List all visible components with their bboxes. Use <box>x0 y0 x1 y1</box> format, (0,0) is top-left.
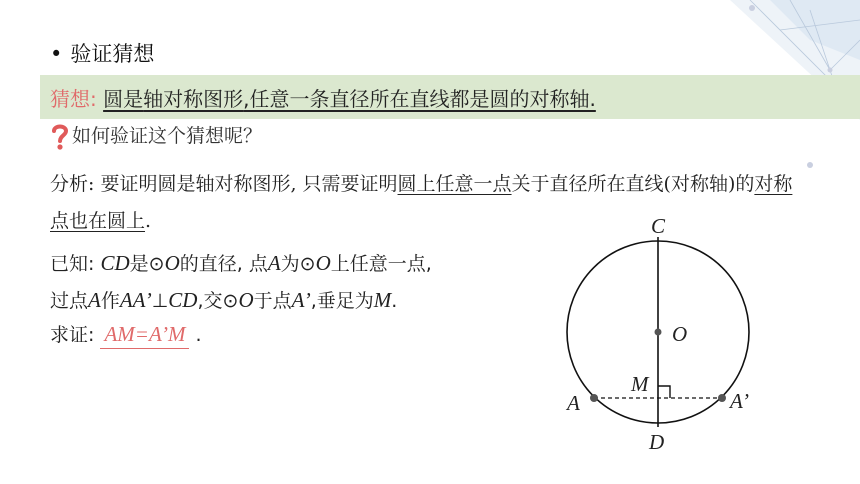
center-point <box>655 329 662 336</box>
question-mark-icon <box>50 123 70 151</box>
question-text: 如何验证这个猜想呢？ <box>72 125 263 147</box>
math-cd: CD <box>168 288 198 312</box>
given-text: . <box>391 290 398 312</box>
label-a-prime: A’ <box>730 389 750 413</box>
given-line-1 <box>50 245 432 282</box>
label-c: C <box>651 214 666 238</box>
math-a-prime: A’ <box>291 288 311 312</box>
given-text: 过点 <box>50 290 89 312</box>
given-line-2 <box>50 282 432 319</box>
circle-figure <box>545 205 795 465</box>
prove-label: 求证: <box>50 324 101 346</box>
math-o: O <box>164 251 180 275</box>
math-cd: CD <box>100 251 130 275</box>
given-text: 作 <box>100 290 120 312</box>
analysis-underline-2: 对称点也在圆上 <box>50 173 793 232</box>
title-text: 验证猜想 <box>70 42 155 66</box>
point-a-prime <box>718 394 726 402</box>
given-text: ,交⊙ <box>197 290 239 312</box>
section-title <box>50 38 154 68</box>
given-text: 于点 <box>253 290 292 312</box>
math-a: A <box>267 251 281 275</box>
conjecture-text-1: 圆是 <box>103 87 144 111</box>
given-text: 上任意一点, <box>330 253 432 275</box>
math-aa: AA’ <box>119 288 152 312</box>
label-o: O <box>672 322 688 346</box>
prove-line <box>50 317 202 353</box>
given-label: 已知: <box>50 253 101 275</box>
given-text: 的直径, 点 <box>179 253 268 275</box>
bullet: • <box>50 42 63 66</box>
analysis-text-3: . <box>145 210 152 232</box>
given-text: 是⊙ <box>129 253 165 275</box>
conjecture-line <box>50 83 596 112</box>
point-a <box>590 394 598 402</box>
analysis-text-1: 分析: 要证明圆是轴对称图形, 只需要证明 <box>50 173 398 195</box>
label-m: M <box>631 372 649 396</box>
conjecture-text-2: 轴对称图形 <box>143 87 244 111</box>
perp-symbol: ⊥ <box>151 290 169 312</box>
prove-end: . <box>189 324 202 346</box>
math-o: O <box>238 288 254 312</box>
prove-answer <box>100 321 189 349</box>
analysis-underline-1: 圆上任意一点 <box>397 173 512 195</box>
label-a: A <box>567 391 580 415</box>
given-block <box>50 245 432 319</box>
conjecture-text-3: ,任意一条直径所在直线都是圆的对称轴. <box>243 87 596 111</box>
math-a: A <box>88 288 101 312</box>
given-text: ,垂足为 <box>310 290 374 312</box>
math-o: O <box>315 251 331 275</box>
analysis-text-2: 关于直径所在直线(对称轴)的 <box>511 173 755 195</box>
conjecture-label: 猜想: <box>50 87 97 111</box>
math-m: M <box>373 288 392 312</box>
label-d: D <box>649 430 665 454</box>
given-text: 为⊙ <box>280 253 316 275</box>
right-angle-mark <box>658 386 670 398</box>
answer-text: AM=A’M <box>104 322 186 346</box>
question-line <box>50 121 262 153</box>
